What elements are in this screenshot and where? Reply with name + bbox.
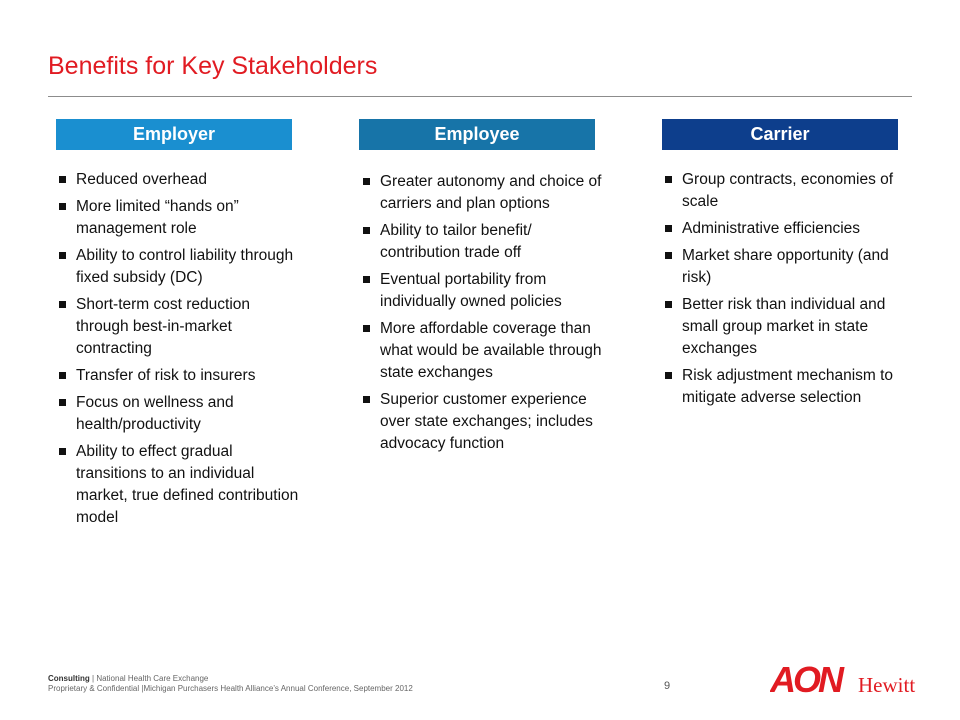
carrier-benefits-list [662,169,908,414]
employee-header: Employee [359,119,595,150]
list-item: Administrative efficiencies [662,218,908,240]
list-item: Better risk than individual and small group market in state exchanges [662,294,908,360]
bullet-icon [59,176,66,183]
list-item: Superior customer experience over state exchanges; includes advocacy function [360,389,606,455]
logo-aon-text: AON [770,660,841,696]
bullet-icon [363,276,370,283]
bullet-icon [665,372,672,379]
title-divider [48,96,912,97]
bullet-icon [665,176,672,183]
footer [48,674,413,694]
bullet-icon [59,399,66,406]
footer-brand: Consulting [48,674,90,683]
bullet-icon [665,252,672,259]
list-item: Market share opportunity (and risk) [662,245,908,289]
list-item: Group contracts, economies of scale [662,169,908,213]
list-item: Risk adjustment mechanism to mitigate adverse selection [662,365,908,409]
bullet-icon [665,225,672,232]
carrier-header: Carrier [662,119,898,150]
list-item: Ability to tailor benefit/ contribution trade off [360,220,606,264]
employer-benefits-list [56,169,306,534]
footer-line-2: Proprietary & Confidential |Michigan Purchasers Health Alliance’s Annual Conference, September 2012 [48,684,413,693]
list-item: Eventual portability from individually owned policies [360,269,606,313]
bullet-icon [59,252,66,259]
list-item: Transfer of risk to insurers [56,365,306,387]
employee-benefits-list [360,171,606,460]
page-title: Benefits for Key Stakeholders [48,52,378,80]
bullet-icon [363,227,370,234]
bullet-icon [665,301,672,308]
footer-line-1 [48,674,413,684]
employer-header: Employer [56,119,292,150]
page-number: 9 [664,680,671,692]
list-item: Greater autonomy and choice of carriers and plan options [360,171,606,215]
list-item: Focus on wellness and health/productivity [56,392,306,436]
bullet-icon [59,448,66,455]
list-item: Ability to control liability through fixed subsidy (DC) [56,245,306,289]
list-item: More limited “hands on” management role [56,196,306,240]
bullet-icon [59,203,66,210]
list-item: More affordable coverage than what would be available through state exchanges [360,318,606,384]
bullet-icon [363,325,370,332]
bullet-icon [363,396,370,403]
list-item: Reduced overhead [56,169,306,191]
footer-section: | National Health Care Exchange [92,674,209,683]
bullet-icon [59,301,66,308]
logo-hewitt-text: Hewitt [858,673,916,696]
aon-hewitt-logo [770,660,920,696]
list-item: Ability to effect gradual transitions to an individual market, true defined contribution model [56,441,306,529]
list-item: Short-term cost reduction through best-in-market contracting [56,294,306,360]
bullet-icon [363,178,370,185]
bullet-icon [59,372,66,379]
